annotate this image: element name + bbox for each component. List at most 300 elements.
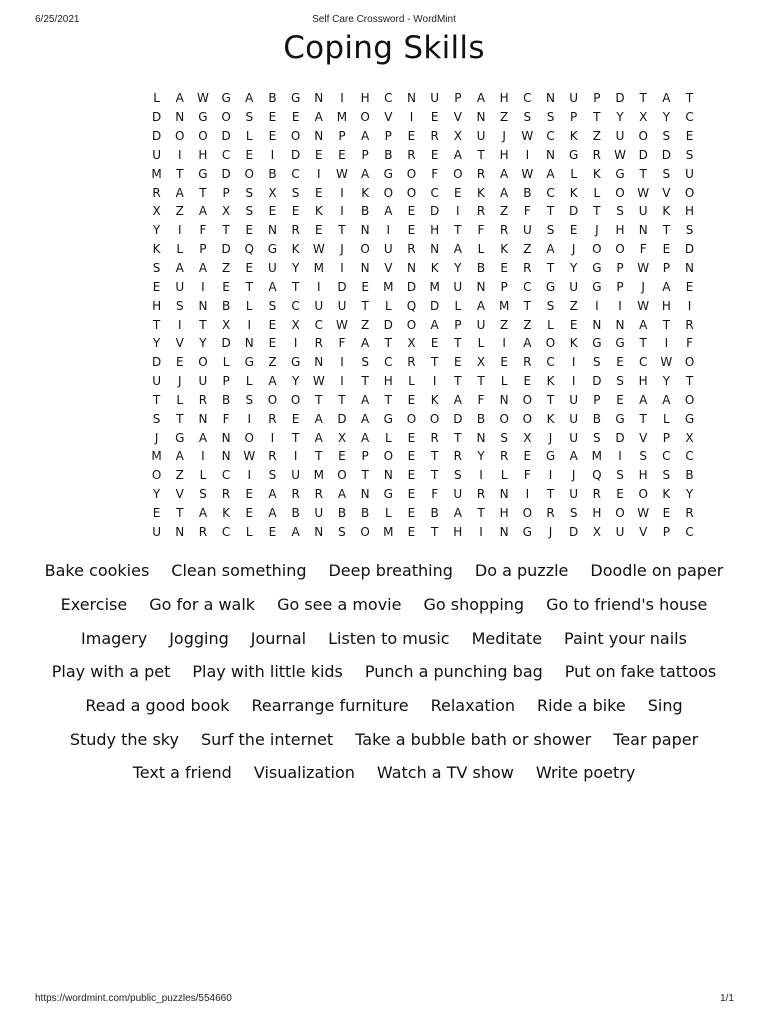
grid-letter: U: [615, 524, 625, 539]
grid-letter: A: [639, 392, 648, 407]
word-bank-item: Relaxation: [430, 696, 516, 716]
grid-letter: D: [684, 242, 695, 257]
grid-letter: D: [221, 242, 231, 257]
grid-letter: G: [383, 166, 393, 181]
grid-letter: R: [476, 487, 486, 502]
grid-letter: T: [315, 392, 323, 407]
grid-letter: A: [175, 261, 184, 276]
word-bank-line: [20, 689, 748, 723]
grid-letter: S: [199, 487, 207, 502]
grid-letter: H: [430, 223, 440, 238]
grid-letter: O: [615, 505, 625, 520]
grid-letter: O: [453, 166, 463, 181]
word-bank-item: Study the sky: [69, 729, 179, 749]
grid-letter: B: [592, 411, 601, 426]
grid-letter: T: [454, 223, 462, 238]
grid-letter: O: [360, 524, 370, 539]
grid-letter: H: [638, 374, 648, 389]
grid-letter: D: [337, 279, 347, 294]
grid-letter: L: [245, 524, 253, 539]
grid-letter: X: [523, 430, 532, 445]
grid-letter: O: [360, 110, 370, 125]
grid-letter: F: [523, 468, 531, 483]
grid-letter: H: [383, 374, 393, 389]
grid-letter: G: [267, 242, 278, 257]
grid-letter: I: [432, 374, 437, 389]
grid-letter: S: [245, 185, 254, 200]
grid-letter: O: [615, 185, 625, 200]
grid-letter: U: [476, 129, 486, 144]
grid-letter: D: [569, 204, 579, 219]
grid-letter: G: [198, 110, 208, 125]
grid-letter: E: [245, 223, 254, 238]
grid-letter: N: [685, 261, 695, 276]
grid-letter: H: [638, 468, 648, 483]
grid-letter: R: [430, 430, 439, 445]
grid-letter: K: [569, 185, 578, 200]
grid-letter: H: [685, 204, 695, 219]
grid-letter: V: [639, 430, 648, 445]
grid-letter: O: [337, 468, 347, 483]
grid-letter: O: [592, 242, 602, 257]
grid-letter: F: [338, 336, 346, 351]
grid-letter: S: [685, 147, 694, 162]
grid-letter: F: [639, 242, 647, 257]
grid-letter: N: [175, 110, 185, 125]
grid-letter: T: [361, 468, 369, 483]
grid-letter: K: [569, 129, 578, 144]
grid-letter: J: [340, 242, 344, 257]
grid-letter: G: [592, 279, 602, 294]
grid-letter: U: [453, 279, 463, 294]
grid-letter: Z: [221, 261, 231, 276]
grid-letter: E: [314, 147, 323, 162]
grid-letter: L: [384, 298, 392, 313]
page-title: Coping Skills: [283, 30, 485, 66]
grid-letter: P: [570, 110, 578, 125]
grid-letter: E: [454, 355, 462, 370]
grid-letter: Z: [500, 204, 509, 219]
grid-letter: I: [247, 468, 252, 483]
grid-letter: N: [615, 317, 625, 332]
grid-letter: E: [407, 487, 416, 502]
grid-letter: E: [407, 392, 416, 407]
grid-letter: A: [569, 449, 578, 464]
word-bank-item: Imagery: [81, 628, 148, 648]
word-bank-line: [20, 588, 748, 622]
grid-letter: T: [176, 505, 184, 520]
grid-letter: T: [685, 91, 694, 106]
grid-letter: H: [661, 298, 671, 313]
grid-letter: T: [685, 374, 694, 389]
grid-letter: X: [268, 185, 277, 200]
grid-letter: I: [595, 298, 599, 313]
grid-letter: W: [312, 242, 325, 257]
grid-letter: L: [477, 242, 485, 257]
grid-letter: E: [407, 505, 416, 520]
grid-letter: P: [593, 392, 601, 407]
grid-letter: K: [500, 242, 509, 257]
grid-letter: R: [523, 261, 532, 276]
grid-letter: S: [593, 355, 601, 370]
grid-letter: L: [176, 242, 184, 257]
grid-letter: S: [454, 468, 462, 483]
grid-letter: T: [291, 430, 300, 445]
grid-letter: O: [522, 411, 533, 426]
grid-letter: E: [152, 279, 161, 294]
grid-letter: Z: [592, 129, 601, 144]
grid-letter: C: [221, 524, 231, 539]
grid-letter: E: [268, 524, 277, 539]
word-bank-item: Text a friend: [132, 763, 232, 783]
grid-letter: H: [360, 91, 370, 106]
word-bank-line: [20, 756, 748, 790]
grid-letter: A: [361, 392, 370, 407]
grid-letter: S: [245, 110, 254, 125]
grid-letter: S: [500, 430, 508, 445]
grid-letter: R: [407, 242, 416, 257]
grid-letter: E: [685, 279, 694, 294]
grid-letter: M: [313, 261, 324, 276]
grid-letter: O: [290, 129, 301, 144]
grid-letter: E: [407, 430, 416, 445]
grid-letter: R: [152, 185, 161, 200]
grid-letter: E: [291, 411, 300, 426]
grid-letter: P: [361, 449, 369, 464]
grid-letter: A: [384, 204, 393, 219]
grid-letter: G: [615, 411, 625, 426]
grid-letter: I: [386, 223, 391, 238]
grid-letter: U: [314, 505, 324, 520]
grid-letter: A: [500, 185, 509, 200]
grid-letter: Y: [291, 374, 300, 389]
grid-letter: T: [430, 355, 439, 370]
grid-letter: A: [361, 411, 370, 426]
grid-letter: Y: [152, 487, 161, 502]
grid-letter: G: [592, 261, 602, 276]
grid-letter: A: [268, 487, 277, 502]
grid-letter: N: [499, 392, 509, 407]
grid-row: [145, 202, 701, 221]
grid-letter: G: [244, 355, 254, 370]
grid-letter: U: [175, 279, 185, 294]
grid-letter: I: [525, 487, 530, 502]
grid-letter: E: [662, 242, 671, 257]
grid-row: [145, 164, 701, 183]
grid-row: [145, 259, 701, 278]
grid-letter: G: [522, 524, 532, 539]
grid-letter: A: [268, 374, 277, 389]
grid-letter: M: [336, 110, 348, 125]
grid-letter: L: [500, 468, 508, 483]
grid-letter: L: [245, 298, 253, 313]
grid-letter: P: [662, 261, 670, 276]
grid-letter: T: [477, 374, 485, 389]
grid-letter: P: [454, 91, 462, 106]
word-bank-item: Ride a bike: [537, 696, 626, 716]
word-bank-line: [20, 722, 748, 756]
grid-letter: S: [639, 449, 647, 464]
grid-letter: O: [545, 336, 556, 351]
word-bank-item: Take a bubble bath or shower: [355, 729, 592, 749]
grid-letter: K: [569, 336, 578, 351]
grid-letter: E: [245, 505, 254, 520]
grid-letter: E: [268, 204, 277, 219]
grid-letter: H: [198, 147, 208, 162]
grid-letter: Z: [500, 317, 509, 332]
grid-letter: N: [406, 91, 416, 106]
grid-letter: R: [523, 355, 532, 370]
grid-letter: X: [221, 317, 231, 332]
grid-letter: K: [430, 261, 439, 276]
grid-letter: X: [337, 430, 347, 445]
grid-letter: A: [476, 298, 486, 313]
grid-letter: O: [360, 242, 370, 257]
grid-letter: A: [361, 336, 370, 351]
grid-letter: E: [616, 355, 624, 370]
grid-letter: R: [453, 449, 462, 464]
grid-letter: I: [409, 110, 414, 125]
grid-letter: J: [502, 129, 506, 144]
grid-letter: W: [196, 91, 209, 106]
grid-letter: A: [500, 166, 509, 181]
grid-letter: N: [198, 411, 208, 426]
grid-letter: A: [175, 449, 184, 464]
grid-letter: Y: [152, 223, 161, 238]
grid-letter: E: [500, 261, 508, 276]
grid-letter: A: [245, 91, 254, 106]
grid-letter: I: [687, 298, 692, 313]
grid-letter: I: [340, 204, 344, 219]
grid-letter: D: [337, 411, 347, 426]
grid-letter: R: [198, 392, 208, 407]
grid-letter: D: [430, 298, 440, 313]
grid-letter: T: [639, 336, 647, 351]
grid-letter: E: [338, 147, 346, 162]
grid-letter: Y: [477, 449, 485, 464]
grid-letter: A: [337, 487, 347, 502]
grid-letter: U: [569, 411, 579, 426]
grid-letter: A: [361, 430, 370, 445]
print-page-number: 1/1: [720, 993, 734, 1004]
grid-letter: M: [498, 298, 510, 313]
grid-letter: U: [383, 242, 393, 257]
grid-letter: C: [523, 91, 532, 106]
grid-letter: L: [153, 91, 160, 106]
grid-letter: Q: [244, 242, 254, 257]
grid-letter: L: [384, 430, 392, 445]
word-bank-item: Go to friend's house: [546, 595, 708, 615]
grid-letter: V: [453, 110, 462, 125]
grid-row: [145, 146, 701, 165]
grid-letter: T: [430, 449, 439, 464]
grid-letter: L: [176, 392, 184, 407]
grid-letter: X: [476, 355, 486, 370]
grid-letter: E: [175, 355, 184, 370]
grid-letter: L: [570, 166, 578, 181]
grid-letter: P: [662, 430, 670, 445]
grid-letter: I: [479, 524, 483, 539]
grid-letter: A: [198, 261, 208, 276]
grid-letter: O: [684, 392, 695, 407]
grid-letter: A: [314, 411, 323, 426]
grid-letter: O: [406, 185, 417, 200]
grid-letter: S: [616, 204, 624, 219]
grid-letter: W: [521, 166, 534, 181]
grid-letter: N: [360, 223, 370, 238]
grid-letter: E: [407, 524, 416, 539]
grid-letter: S: [245, 204, 254, 219]
grid-letter: O: [406, 411, 417, 426]
grid-letter: D: [661, 147, 671, 162]
grid-letter: L: [547, 317, 554, 332]
print-url: https://wordmint.com/public_puzzles/554660: [35, 993, 232, 1004]
grid-letter: I: [340, 355, 344, 370]
grid-letter: O: [522, 392, 533, 407]
grid-row: [145, 315, 701, 334]
grid-row: [145, 466, 701, 485]
grid-letter: T: [662, 317, 671, 332]
grid-letter: E: [291, 110, 300, 125]
grid-letter: S: [616, 468, 624, 483]
grid-letter: O: [175, 129, 185, 144]
grid-letter: I: [247, 317, 252, 332]
grid-letter: A: [546, 242, 555, 257]
grid-letter: T: [199, 317, 207, 332]
grid-letter: O: [499, 411, 509, 426]
grid-letter: H: [499, 91, 509, 106]
grid-letter: C: [546, 129, 555, 144]
print-doc-title: Self Care Crossword - WordMint: [312, 14, 456, 25]
grid-letter: J: [595, 223, 599, 238]
grid-letter: E: [314, 185, 323, 200]
grid-letter: C: [221, 147, 231, 162]
grid-letter: Y: [291, 261, 300, 276]
word-bank-item: Jogging: [169, 628, 229, 648]
grid-letter: C: [685, 449, 694, 464]
grid-letter: B: [476, 261, 486, 276]
grid-row: [145, 522, 701, 541]
grid-letter: P: [616, 279, 624, 294]
grid-letter: U: [268, 261, 277, 276]
grid-letter: R: [430, 129, 439, 144]
grid-row: [145, 391, 701, 410]
grid-letter: O: [429, 411, 440, 426]
grid-letter: E: [291, 204, 300, 219]
grid-letter: Z: [361, 317, 370, 332]
grid-row: [145, 428, 701, 447]
grid-letter: M: [313, 468, 324, 483]
grid-letter: U: [152, 374, 161, 389]
grid-row: [145, 277, 701, 296]
grid-letter: E: [523, 449, 532, 464]
grid-letter: T: [361, 298, 369, 313]
grid-letter: L: [245, 374, 253, 389]
grid-letter: L: [663, 411, 670, 426]
grid-letter: E: [500, 355, 508, 370]
grid-letter: O: [684, 355, 695, 370]
grid-letter: E: [268, 110, 277, 125]
grid-letter: H: [499, 505, 509, 520]
grid-letter: K: [291, 242, 300, 257]
grid-letter: D: [638, 147, 648, 162]
grid-letter: R: [268, 411, 277, 426]
grid-letter: G: [684, 411, 695, 426]
word-bank-line: [20, 554, 748, 588]
print-header: [0, 14, 768, 30]
grid-letter: N: [267, 223, 277, 238]
grid-letter: T: [176, 411, 184, 426]
grid-letter: T: [639, 91, 647, 106]
grid-letter: D: [453, 411, 463, 426]
grid-letter: T: [176, 166, 184, 181]
grid-letter: H: [499, 147, 509, 162]
grid-letter: H: [615, 223, 625, 238]
grid-letter: O: [198, 355, 208, 370]
grid-row: [145, 108, 701, 127]
grid-letter: R: [407, 355, 416, 370]
grid-letter: C: [384, 355, 393, 370]
grid-letter: E: [430, 336, 439, 351]
grid-letter: S: [662, 468, 671, 483]
grid-letter: V: [384, 261, 393, 276]
grid-letter: J: [641, 279, 645, 294]
grid-letter: L: [245, 129, 253, 144]
grid-letter: E: [245, 487, 254, 502]
grid-letter: V: [175, 336, 184, 351]
grid-letter: N: [383, 468, 393, 483]
grid-letter: O: [383, 449, 394, 464]
grid-letter: N: [476, 430, 486, 445]
grid-letter: O: [406, 166, 417, 181]
grid-letter: R: [546, 505, 555, 520]
grid-letter: J: [571, 468, 576, 483]
grid-letter: R: [592, 487, 602, 502]
grid-letter: A: [361, 129, 370, 144]
grid-letter: U: [569, 430, 579, 445]
grid-letter: Z: [523, 242, 532, 257]
grid-letter: O: [406, 317, 417, 332]
grid-letter: T: [662, 223, 671, 238]
grid-letter: T: [477, 505, 485, 520]
grid-letter: T: [338, 392, 346, 407]
grid-letter: E: [407, 204, 416, 219]
grid-letter: E: [407, 449, 416, 464]
grid-letter: L: [384, 505, 392, 520]
grid-letter: S: [569, 505, 578, 520]
grid-letter: C: [662, 449, 671, 464]
grid-letter: R: [476, 204, 486, 219]
grid-letter: P: [500, 279, 508, 294]
grid-letter: Y: [570, 261, 578, 276]
grid-letter: I: [525, 147, 530, 162]
grid-letter: P: [222, 185, 230, 200]
grid-letter: M: [591, 449, 603, 464]
grid-letter: T: [430, 524, 439, 539]
grid-letter: T: [593, 204, 601, 219]
word-bank-item: Punch a punching bag: [364, 662, 543, 682]
print-footer: [0, 993, 768, 1009]
grid-letter: D: [615, 430, 625, 445]
grid-letter: R: [198, 524, 208, 539]
grid-letter: A: [268, 505, 277, 520]
word-bank-item: Read a good book: [85, 696, 230, 716]
grid-letter: A: [476, 91, 486, 106]
grid-letter: Y: [454, 261, 462, 276]
grid-letter: Y: [662, 110, 671, 125]
grid-letter: A: [662, 91, 671, 106]
grid-letter: K: [662, 204, 671, 219]
